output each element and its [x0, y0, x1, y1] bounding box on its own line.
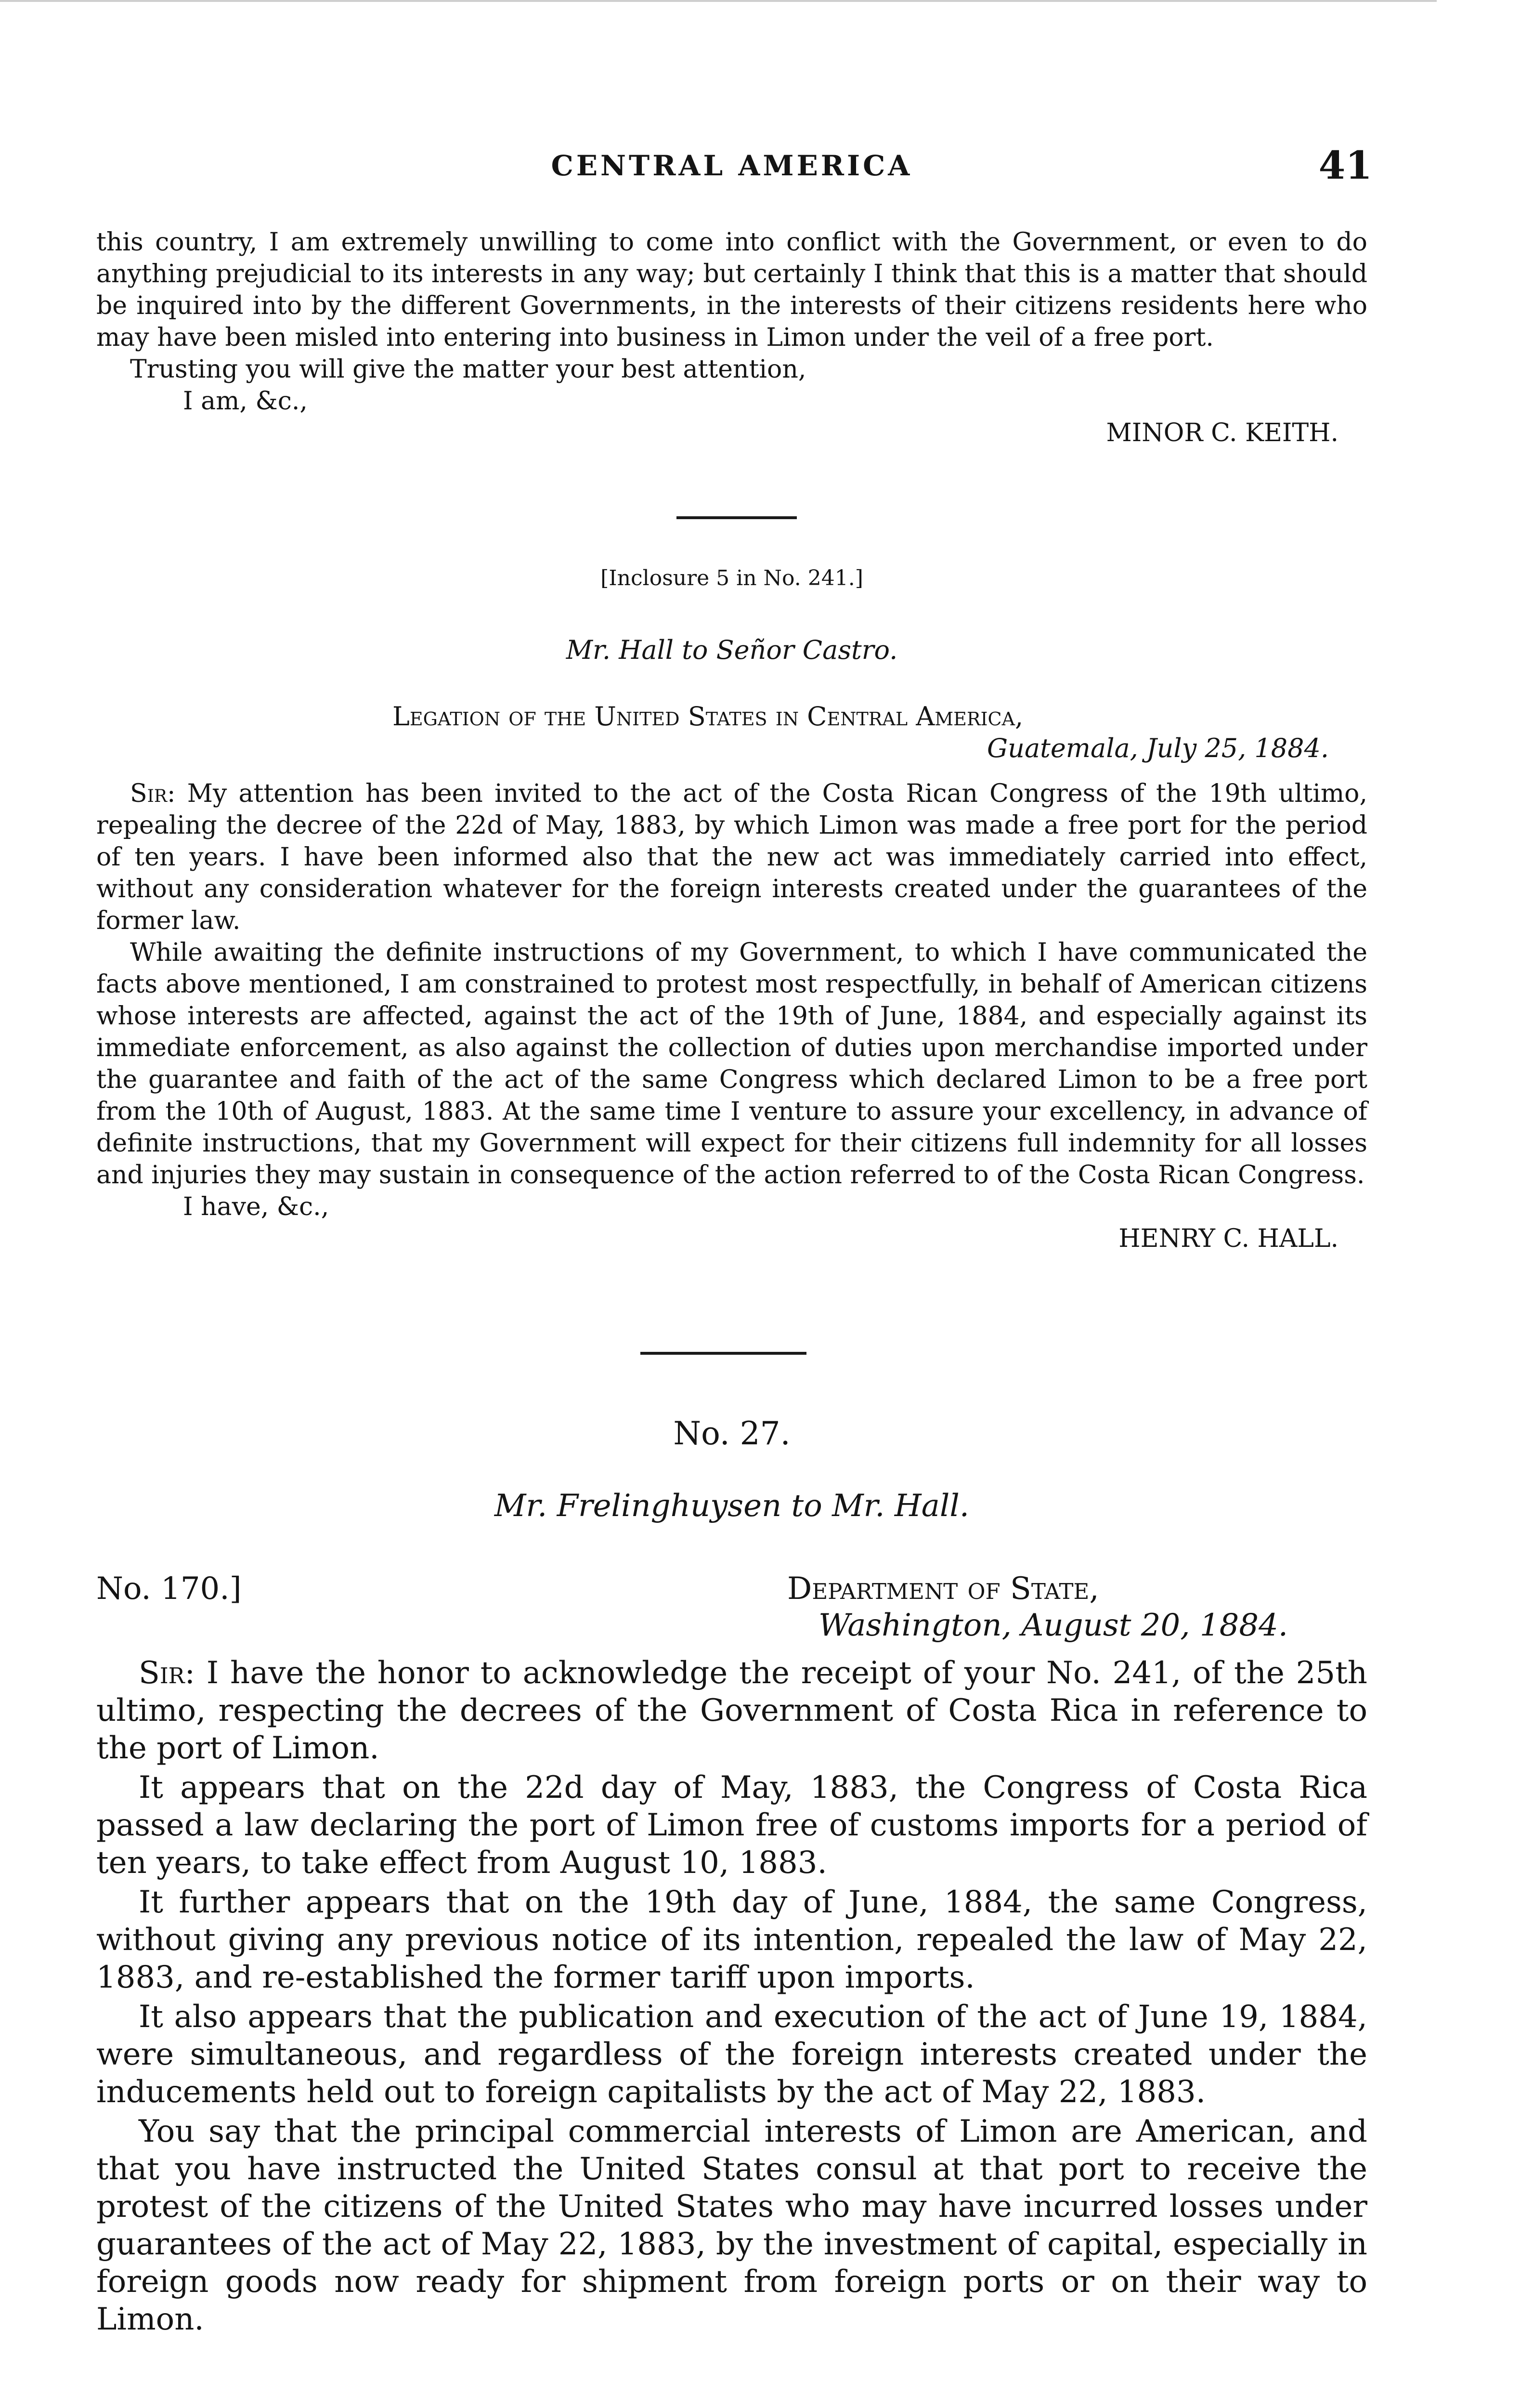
doc27-para-1: I have the honor to acknowledge the receipt of your No. 241, of the 25th ultimo, respecting the decrees of the Government of Costa Rica in reference to the port of Limon. — [96, 1655, 1368, 1766]
page-number: 41 — [1318, 143, 1372, 188]
inclosure-salutation: Sir: — [130, 779, 176, 808]
inclosure-label-row — [96, 566, 1367, 590]
doc27-para-2: It appears that on the 22d day of May, 1883, the Congress of Costa Rica passed a law declaring the port of Limon free of customs imports for a period of ten years, to take effect from August 10, 1883. — [96, 1770, 1367, 1881]
inclosure-place: Legation of the United States in Central America, — [392, 701, 1024, 732]
doc27-salutation: Sir: — [139, 1655, 195, 1691]
inclosure-body — [96, 778, 1367, 1255]
inclosure-heading: Mr. Hall to Señor Castro. — [566, 635, 898, 665]
inclosure-closing: I have, &c., — [183, 1192, 329, 1221]
doc27-ref: No. 170.] — [96, 1571, 242, 1607]
doc27-place: Department of State, — [787, 1571, 1099, 1607]
keith-letter-text: this country, I am extremely unwilling to come into conflict with the Government, or even to do anything prejudicial to its interests in any way; but certainly I think that this is a matter that should be inquired into by the different Governments, in the interests of their citizens residents here who may have been misled into entering into business in Limon under the veil of a free port. — [96, 228, 1367, 352]
document-page — [96, 0, 1372, 2408]
inclosure-para-2: While awaiting the definite instructions of my Government, to which I have communicated the facts above mentioned, I am constrained to protest most respectfully, in behalf of American citizens whose interests are affected, against the act of the 19th of June, 1884, and especially against its immediate enforcement, as also against the collection of duties upon merchandise imported under the guarantee and faith of the act of the same Congress which declared Limon to be a free port from the 10th of August, 1883. At the same time I venture to assure your excellency, in advance of definite instructions, that my Government will expect for their citizens full indemnity for all losses and injuries they may sustain in consequence of the action referred to of the Costa Rican Congress. — [96, 938, 1367, 1190]
inclosure-label: [Inclosure 5 in No. 241.] — [600, 566, 863, 590]
page-header — [96, 143, 1372, 188]
section-divider — [676, 516, 797, 519]
inclosure-signature: HENRY C. HALL. — [1118, 1224, 1338, 1253]
section-divider — [640, 1352, 806, 1355]
doc27-number-row — [96, 1415, 1367, 1452]
keith-closing: I am, &c., — [183, 387, 308, 416]
keith-signature: MINOR C. KEITH. — [1106, 419, 1338, 447]
inclosure-heading-row — [96, 635, 1367, 665]
doc27-para-4: It also appears that the publication and execution of the act of June 19, 1884, were simultaneous, and regardless of the foreign interests created under the inducements held out to foreign capitalists by the act of May 22, 1883. — [96, 1999, 1367, 2110]
doc27-para-5: You say that the principal commercial interests of Limon are American, and that you have instructed the United States consul at that port to receive the protest of the citizens of the United States who may have incurred losses under guarantees of the act of May 22, 1883, by the investment of capital, especially in foreign goods now ready for shipment from foreign ports or on their way to Limon. — [96, 2114, 1367, 2337]
doc27-date: Washington, August 20, 1884. — [818, 1608, 1288, 1643]
keith-letter — [96, 226, 1367, 449]
doc27-header — [96, 1570, 1367, 1647]
keith-trusting: Trusting you will give the matter your best attention, — [130, 355, 806, 384]
inclosure-place-date — [96, 701, 1367, 764]
doc27-number: No. 27. — [673, 1415, 791, 1452]
running-head: CENTRAL AMERICA — [551, 149, 913, 182]
doc27-para-3: It further appears that on the 19th day of June, 1884, the same Congress, without giving any previous notice of its intention, repealed the law of May 22, 1883, and re-established the former tariff upon imports. — [96, 1885, 1367, 1995]
inclosure-date: Guatemala, July 25, 1884. — [987, 733, 1329, 763]
inclosure-para-1: My attention has been invited to the act of the Costa Rican Congress of the 19th ultimo, repealing the decree of the 22d of May, 1883, by which Limon was made a free port for the period of ten years. I have been informed also that the new act was immediately carried into effect, without any consideration whatever for the foreign interests created under the guarantees of the former law. — [96, 779, 1368, 935]
doc27-body — [96, 1654, 1367, 2340]
doc27-heading-row — [96, 1488, 1367, 1524]
doc27-heading: Mr. Frelinghuysen to Mr. Hall. — [494, 1488, 970, 1524]
